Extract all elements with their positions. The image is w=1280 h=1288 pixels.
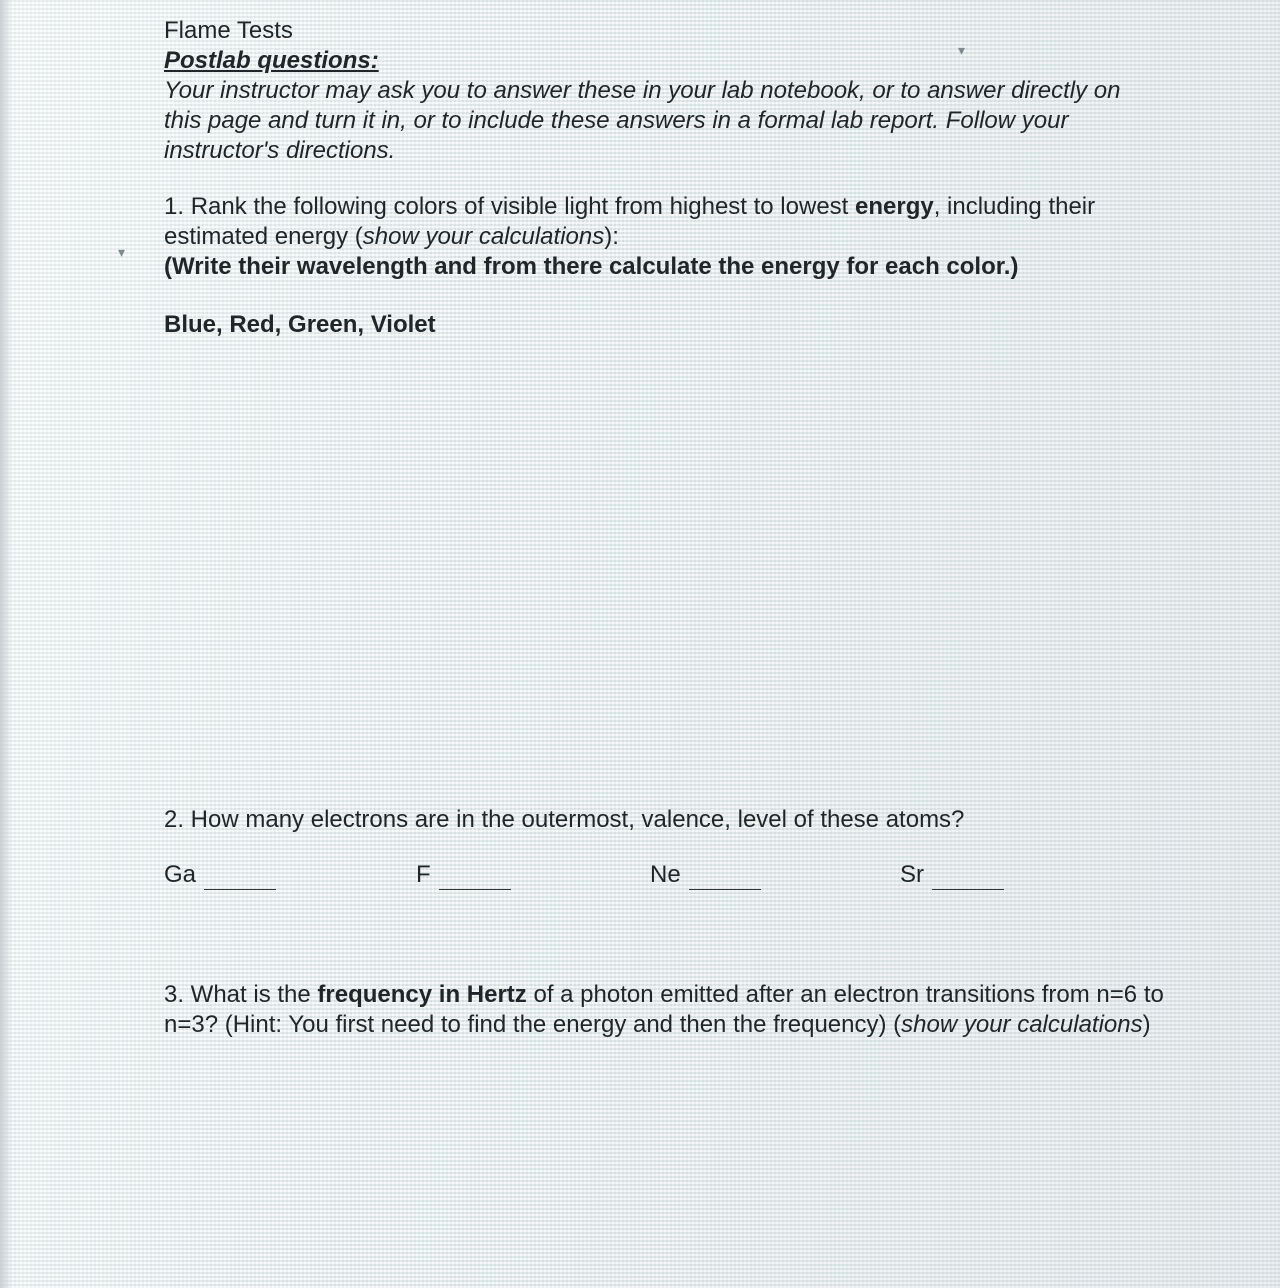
question-3 xyxy=(164,980,1164,1040)
stray-mark: ▾ xyxy=(118,244,126,260)
question-1-text xyxy=(164,192,1164,252)
section-subtitle: Postlab questions: xyxy=(164,47,379,74)
answer-blank[interactable] xyxy=(932,867,1004,890)
atom-ne xyxy=(650,860,761,890)
atom-symbol: Ga xyxy=(164,861,197,888)
page-edge-shadow xyxy=(0,0,12,1288)
color-list: Blue, Red, Green, Violet xyxy=(164,311,436,338)
question-1-text-a: Rank the following colors of visible light from highest to lowest xyxy=(190,193,855,220)
question-3-text-c: ) xyxy=(1142,1011,1151,1038)
question-3-text-b: of a photon emitted after an electron transitions from n=6 to n=3? (Hint: You first need to find the energy and then the frequency) ( xyxy=(164,981,1164,1038)
question-1-number: 1. xyxy=(164,193,185,220)
answer-blank[interactable] xyxy=(204,867,276,890)
question-1-bold-term: energy xyxy=(855,193,934,220)
atom-sr xyxy=(900,860,1004,890)
atom-f xyxy=(416,860,511,890)
question-3-bold-term: frequency in Hertz xyxy=(317,981,527,1008)
stray-mark: ▾ xyxy=(958,42,966,58)
question-3-italic-note: show your calculations xyxy=(901,1011,1143,1038)
atom-symbol: Sr xyxy=(900,861,924,888)
page-title: Flame Tests xyxy=(164,17,293,44)
atom-symbol: F xyxy=(416,861,431,888)
question-3-text-a: 3. What is the xyxy=(164,981,318,1008)
answer-blank[interactable] xyxy=(439,867,511,890)
atom-ga xyxy=(164,860,276,890)
question-1-instruction: (Write their wavelength and from there calculate the energy for each color.) xyxy=(164,253,1019,280)
instructions-paragraph: Your instructor may ask you to answer these in your lab notebook, or to answer directly on this page and turn it in, or to include these answers in a formal lab report. Follow your instructor's directions. xyxy=(164,77,1121,164)
question-1-italic-note: show your calculations xyxy=(362,223,605,250)
worksheet-header xyxy=(164,16,1164,166)
question-1-text-c: ): xyxy=(604,223,619,250)
atom-symbol: Ne xyxy=(650,861,681,888)
answer-blank[interactable] xyxy=(689,867,761,890)
question-1 xyxy=(164,192,1164,282)
question-2-text: 2. How many electrons are in the outermost, valence, level of these atoms? xyxy=(164,806,965,833)
atom-answer-row xyxy=(164,860,1164,900)
question-1-text-b: , including their estimated energy ( xyxy=(164,193,1096,250)
